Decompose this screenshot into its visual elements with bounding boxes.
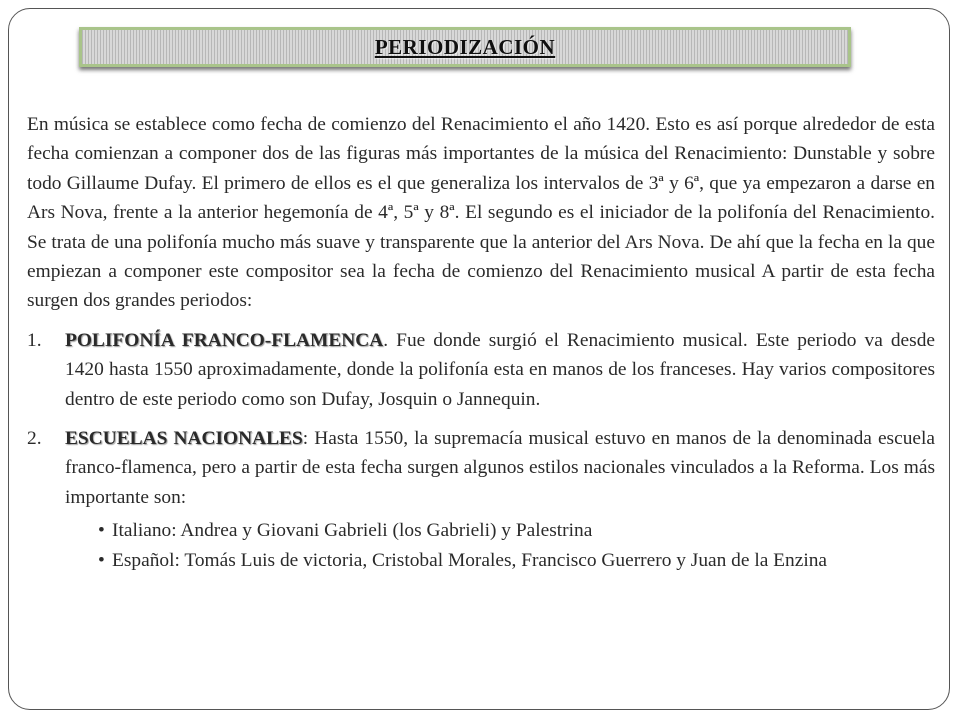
numbered-item-1 [27,326,935,414]
item-heading: ESCUELAS NACIONALES [65,428,303,450]
numbered-item-2 [27,424,935,512]
bullet-list [27,516,935,575]
intro-paragraph: En música se establece como fecha de comienzo del Renacimiento el año 1420. Esto es así porque alrededor de esta fecha comienzan a componer dos de las figuras más importantes de la música del Renacimiento: Dunstable y sobre todo Gillaume Dufay. El primero de ellos es el que generaliza los intervalos de 3ª y 6ª, que ya empezaron a darse en Ars Nova, frente a la anterior hegemonía de 4ª, 5ª y 8ª. El segundo es el iniciador de la polifonía del Renacimiento. Se trata de una polifonía mucho más suave y transparente que la anterior del Ars Nova. De ahí que la fecha en la que empiezan a componer este compositor sea la fecha de comienzo del Renacimiento musical A partir de esta fecha surgen dos grandes periodos: [27,114,935,312]
bullet-icon: • [98,520,105,542]
item-number: 2. [27,428,42,450]
item-text: . Fue donde surgió el Renacimiento musical. Este periodo va desde 1420 hasta 1550 aproximadamente, donde la polifonía esta en manos de los franceses. Hay varios compositores dentro de este periodo como son Dufay, Josquin o Jannequin. [65,329,935,410]
item-heading: POLIFONÍA FRANCO-FLAMENCA [65,329,384,351]
item-text: : Hasta 1550, la supremacía musical estuvo en manos de la denominada escuela franco-flamenca, pero a partir de esta fecha surgen algunos estilos nacionales vinculados a la Reforma. Los más importante son: [65,428,935,508]
slide-body [27,110,935,575]
bullet-text: Español: Tomás Luis de victoria, Cristobal Morales, Francisco Guerrero y Juan de la Enzina [112,549,828,571]
bullet-text: Italiano: Andrea y Giovani Gabrieli (los Gabrieli) y Palestrina [112,520,593,542]
list-item [27,516,935,545]
list-item [27,546,935,575]
item-number: 1. [27,329,42,351]
bullet-icon: • [98,549,105,571]
slide-title: PERIODIZACIÓN [374,34,556,59]
title-banner [79,27,851,67]
